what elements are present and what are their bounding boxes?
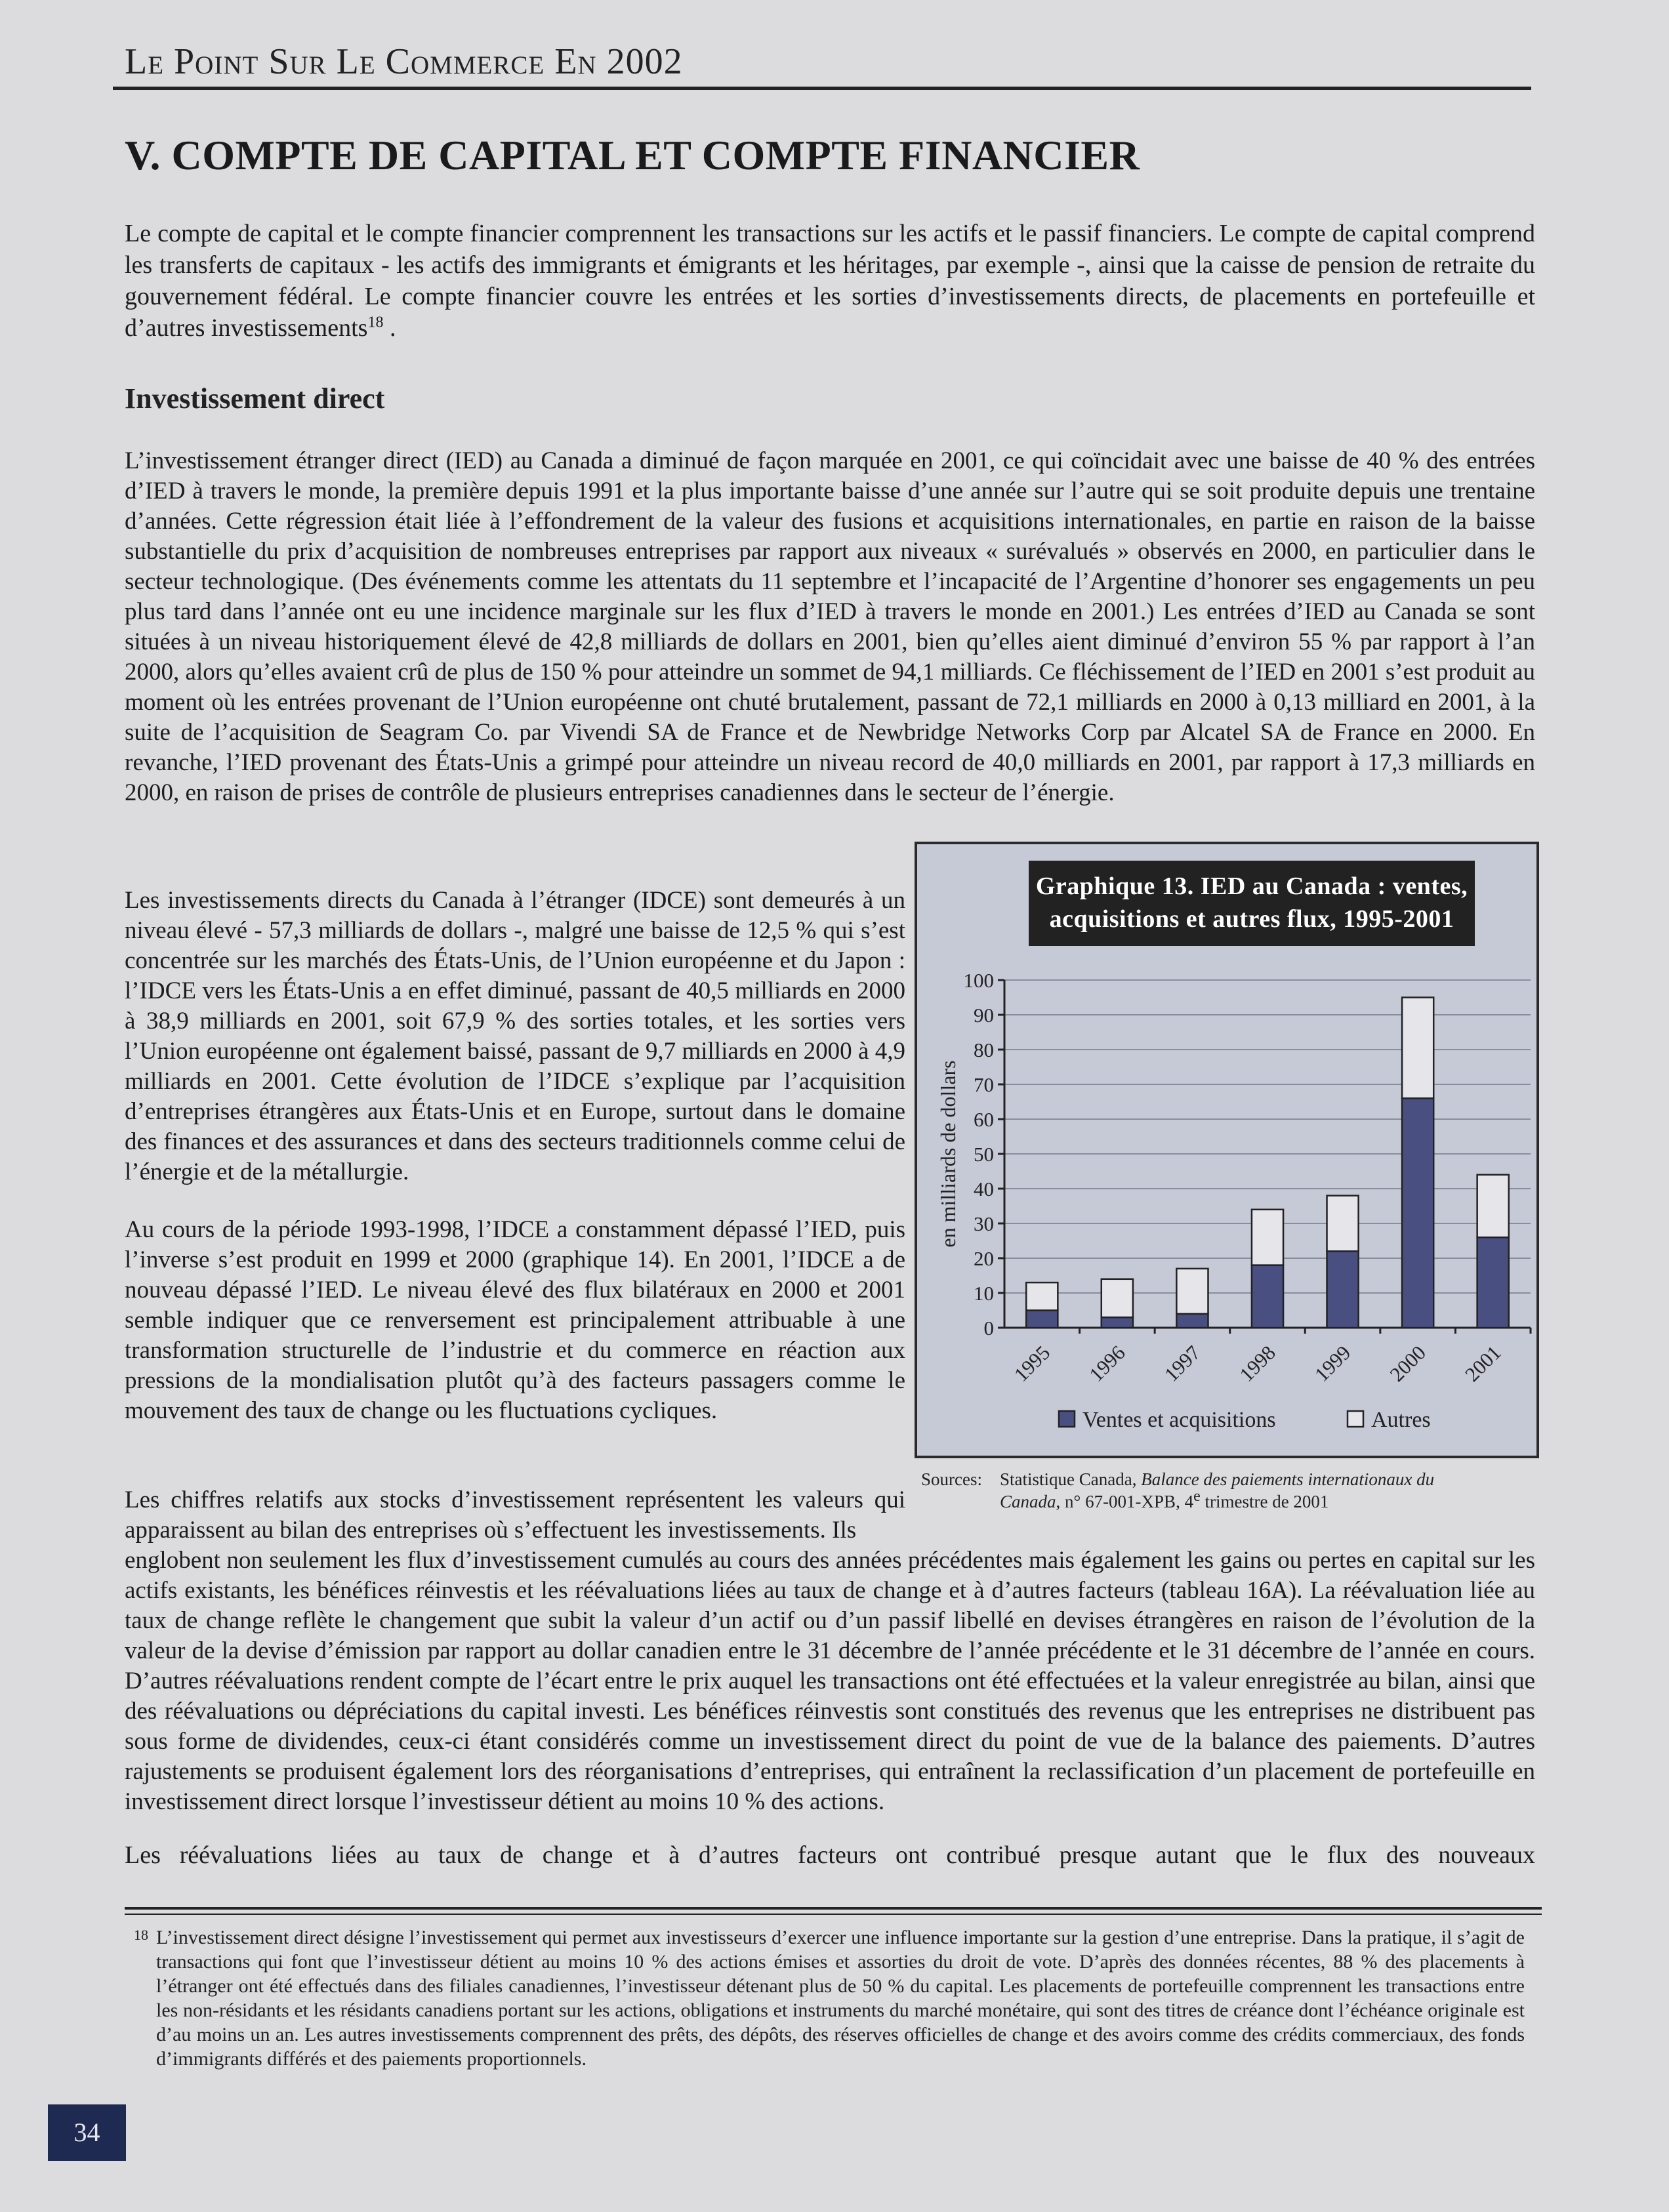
x-tick-label-2000: 2000 <box>1385 1341 1431 1386</box>
sources-org: Statistique Canada, <box>1000 1469 1142 1489</box>
bar-ventes-1995 <box>1026 1311 1058 1328</box>
bar-autres-1998 <box>1252 1210 1283 1265</box>
y-tick-label: 50 <box>974 1143 994 1166</box>
bar-autres-2000 <box>1402 998 1433 1099</box>
bar-ventes-1998 <box>1252 1265 1283 1328</box>
y-tick-label: 100 <box>963 969 994 992</box>
chart-13 <box>915 842 1539 1458</box>
footnote-text: L’investissement direct désigne l’investissement qui permet aux investisseurs d’exercer une influence importante sur la gestion d’une entreprise. Dans la pratique, il s’agit de transactions qui font que l’investisseur détient au moins 10 % des actions émises et assorties du droit de vote. D’après des données récentes, 88 % des placements à l’étranger ont été effectués dans des filiales canadiennes, l’investisseur détenant plus de 50 % du capital. Les placements de portefeuille comprennent les transactions entre les non-résidants et les résidants canadiens portant sur les actions, obligations et instruments du marché monétaire, qui sont des titres de créance dont l’échéance originale est d’au moins un an. Les autres investissements comprennent des prêts, des dépôts, des réserves officielles de change et des avoirs comme des crédits commerciaux, des fonds d’immigrants différés et des paiements proportionnels. <box>156 1927 1525 2070</box>
intro-paragraph <box>125 218 1535 344</box>
footnote-number: 18 <box>134 1927 148 1943</box>
y-tick-label: 20 <box>974 1247 994 1270</box>
section-title: V. COMPTE DE CAPITAL ET COMPTE FINANCIER <box>125 132 1140 178</box>
paragraph-ied: L’investissement étranger direct (IED) au Canada a diminué de façon marquée en 2001, ce qui coïncidait avec une baisse de 40 % des entrées d’IED à travers le monde, la première depuis 1991 et la plus importante baisse d’une année sur l’autre qui se soit produite depuis une trentaine d’années. Cette régression était liée à l’effondrement de la valeur des fusions et acquisitions internationales, en partie en raison de la baisse substantielle du prix d’acquisition de nombreuses entreprises par rapport aux niveaux « surévalués » observés en 2000, en particulier dans le secteur technologique. (Des événements comme les attentats du 11 septembre et l’incapacité de l’Argentine d’honorer ses engagements un peu plus tard dans l’année ont eu une incidence marginale sur les flux d’IED à travers le monde en 2001.) Les entrées d’IED au Canada se sont situées à un niveau historiquement élevé de 42,8 milliards de dollars en 2001, bien qu’elles aient diminué d’environ 55 % par rapport à l’an 2000, alors qu’elles avaient crû de plus de 150 % pour atteindre un sommet de 94,1 milliards. Ce fléchissement de l’IED en 2001 s’est produit au moment où les entrées provenant de l’Union européenne ont chuté brutalement, passant de 72,1 milliards en 2000 à 0,13 milliard en 2001, à la suite de l’acquisition de Seagram Co. par Vivendi SA de France et de Newbridge Networks Corp par Alcatel SA de France en 2000. En revanche, l’IED provenant des États-Unis a grimpé pour atteindre un niveau record de 40,0 milliards en 2001, par rapport à 17,3 milliards en 2000, en raison de prises de contrôle de plusieurs entreprises canadiennes dans le secteur de l’énergie. <box>125 447 1535 806</box>
intro-end: . <box>383 314 396 342</box>
y-tick-label: 30 <box>974 1212 994 1235</box>
paragraph-stocks-cont: englobent non seulement les flux d’investissement cumulés au cours des années précédentes mais également les gains ou pertes en capital sur les actifs existants, les bénéfices réinvestis et les réévaluations liées au taux de change et à d’autres facteurs (tableau 16A). La réévaluation liée au taux de change reflète le changement que subit la valeur d’un actif ou d’un passif libellé en devises étrangères en raison de l’évolution de la valeur de la devise d’émission par rapport au dollar canadien entre le 31 décembre de l’année précédente et le 31 décembre de l’année en cours. D’autres réévaluations rendent compte de l’écart entre le prix auquel les transactions ont été effectuées et la valeur enregistrée au bilan, ainsi que des réévaluations ou dépréciations du capital investi. Les bénéfices réinvestis sont constitués des revenus que les entreprises ne distribuent pas sous forme de dividendes, ceux-ci étant considérés comme un investissement direct du point de vue de la balance des paiements. D’autres rajustements se produisent également lors des réorganisations d’entreprises, qui entraînent la reclassification d’un placement de portefeuille en investissement direct lorsque l’investisseur détient au moins 10 % des actions. <box>125 1547 1535 1815</box>
x-tick-label-1997: 1997 <box>1159 1341 1205 1386</box>
paragraph-revaluations: Les réévaluations liées au taux de change et à d’autres facteurs ont contribué presque autant que le flux des nouveaux <box>125 1841 1535 1869</box>
footnote-ref-18[interactable]: 18 <box>367 314 384 331</box>
bar-autres-1996 <box>1102 1279 1133 1317</box>
chart-title-line1: Graphique 13. IED au Canada : ventes, <box>1035 872 1468 900</box>
x-tick-label-1999: 1999 <box>1309 1341 1355 1386</box>
x-tick-label-2001: 2001 <box>1460 1341 1506 1386</box>
paragraph-trend: Au cours de la période 1993-1998, l’IDCE a constamment dépassé l’IED, puis l’inverse s’est produit en 1999 et 2000 (graphique 14). En 2001, l’IDCE a de nouveau dépassé l’IED. Le niveau élevé des flux bilatéraux en 2000 et 2001 semble indiquer que ce renversement est principalement attribuable à une transformation structurelle de l’industrie et du commerce en réaction aux pressions de la mondialisation plutôt qu’à des facteurs passagers comme le mouvement des taux de change ou les fluctuations cycliques. <box>125 1216 905 1424</box>
legend-swatch-autres <box>1348 1411 1363 1427</box>
footnote-rule <box>125 1907 1542 1910</box>
sources-sup: e <box>1193 1488 1201 1505</box>
y-tick-label: 0 <box>983 1317 994 1340</box>
page-number: 34 <box>48 2104 126 2161</box>
paragraph-stocks-start: Les chiffres relatifs aux stocks d’investissement représentent les valeurs qui apparaissent au bilan des entreprises où s’effectuent les investissements. Ils <box>125 1486 905 1544</box>
bar-autres-2001 <box>1477 1175 1509 1237</box>
intro-text: Le compte de capital et le compte financier comprennent les transactions sur les actifs et le passif financiers. Le compte de capital comprend les transferts de capitaux - les actifs des immigrants et émigrants et les héritages, par exemple -, ainsi que la caisse de pension de retraite du gouvernement fédéral. Le compte financier couvre les entrées et les sorties d’investissements directs, de placements en portefeuille et d’autres investissements <box>125 220 1535 342</box>
bar-autres-1999 <box>1327 1196 1359 1252</box>
bar-autres-1997 <box>1176 1269 1208 1314</box>
sources-pub-title: Balance des paiements internationaux du <box>1141 1469 1435 1489</box>
bar-ventes-2001 <box>1477 1237 1509 1328</box>
paragraph-idce: Les investissements directs du Canada à l’étranger (IDCE) sont demeurés à un niveau élevé - 57,3 milliards de dollars -, malgré une baisse de 12,5 % qui s’est concentrée sur les marchés des États-Unis, de l’Union européenne et du Japon : l’IDCE vers les États-Unis a en effet diminué, passant de 40,5 milliards en 2000 à 38,9 milliards en 2001, soit 67,9 % des sorties totales, et les sorties vers l’Union européenne ont également baissé, passant de 9,7 milliards en 2000 à 4,9 milliards en 2001. Cette évolution de l’IDCE s’explique par l’acquisition d’entreprises étrangères aux États-Unis et en Europe, surtout dans le domaine des finances et des assurances et dans des secteurs traditionnels comme celui de l’énergie et de la métallurgie. <box>125 887 905 1185</box>
header-rule <box>113 87 1531 90</box>
y-tick-label: 10 <box>974 1282 994 1305</box>
sources-text <box>1000 1468 1512 1513</box>
legend-label-autres: Autres <box>1371 1408 1431 1432</box>
x-tick-label-1998: 1998 <box>1235 1341 1280 1386</box>
chart-title-line2: acquisitions et autres flux, 1995-2001 <box>1049 905 1454 933</box>
bar-ventes-1999 <box>1327 1251 1359 1328</box>
footnote-18 <box>134 1925 1525 2071</box>
bar-ventes-1996 <box>1102 1317 1133 1328</box>
footnote-rule-thin <box>125 1914 1542 1915</box>
sources-label: Sources: <box>921 1469 982 1489</box>
y-tick-label: 40 <box>974 1178 994 1200</box>
bar-ventes-2000 <box>1402 1098 1433 1328</box>
y-axis-label: en milliards de dollars <box>936 1060 960 1248</box>
chart-plot <box>917 844 1536 1456</box>
bar-ventes-1997 <box>1176 1314 1208 1328</box>
sources-pub-title-2: Canada <box>1000 1492 1056 1511</box>
sources-quarter: trimestre de 2001 <box>1200 1492 1329 1511</box>
subhead-direct-investment: Investissement direct <box>125 382 385 415</box>
y-tick-label: 60 <box>974 1108 994 1131</box>
sources-catalog: , n° 67-001-XPB, 4 <box>1056 1492 1194 1511</box>
legend-swatch-ventes <box>1059 1411 1075 1427</box>
y-tick-label: 90 <box>974 1004 994 1027</box>
running-header: Le Point Sur Le Commerce En 2002 <box>125 41 683 82</box>
x-tick-label-1996: 1996 <box>1084 1341 1130 1386</box>
legend-label-ventes: Ventes et acquisitions <box>1082 1408 1276 1432</box>
x-tick-label-1995: 1995 <box>1009 1341 1055 1386</box>
bar-autres-1995 <box>1026 1282 1058 1310</box>
y-tick-label: 70 <box>974 1073 994 1096</box>
y-tick-label: 80 <box>974 1038 994 1061</box>
